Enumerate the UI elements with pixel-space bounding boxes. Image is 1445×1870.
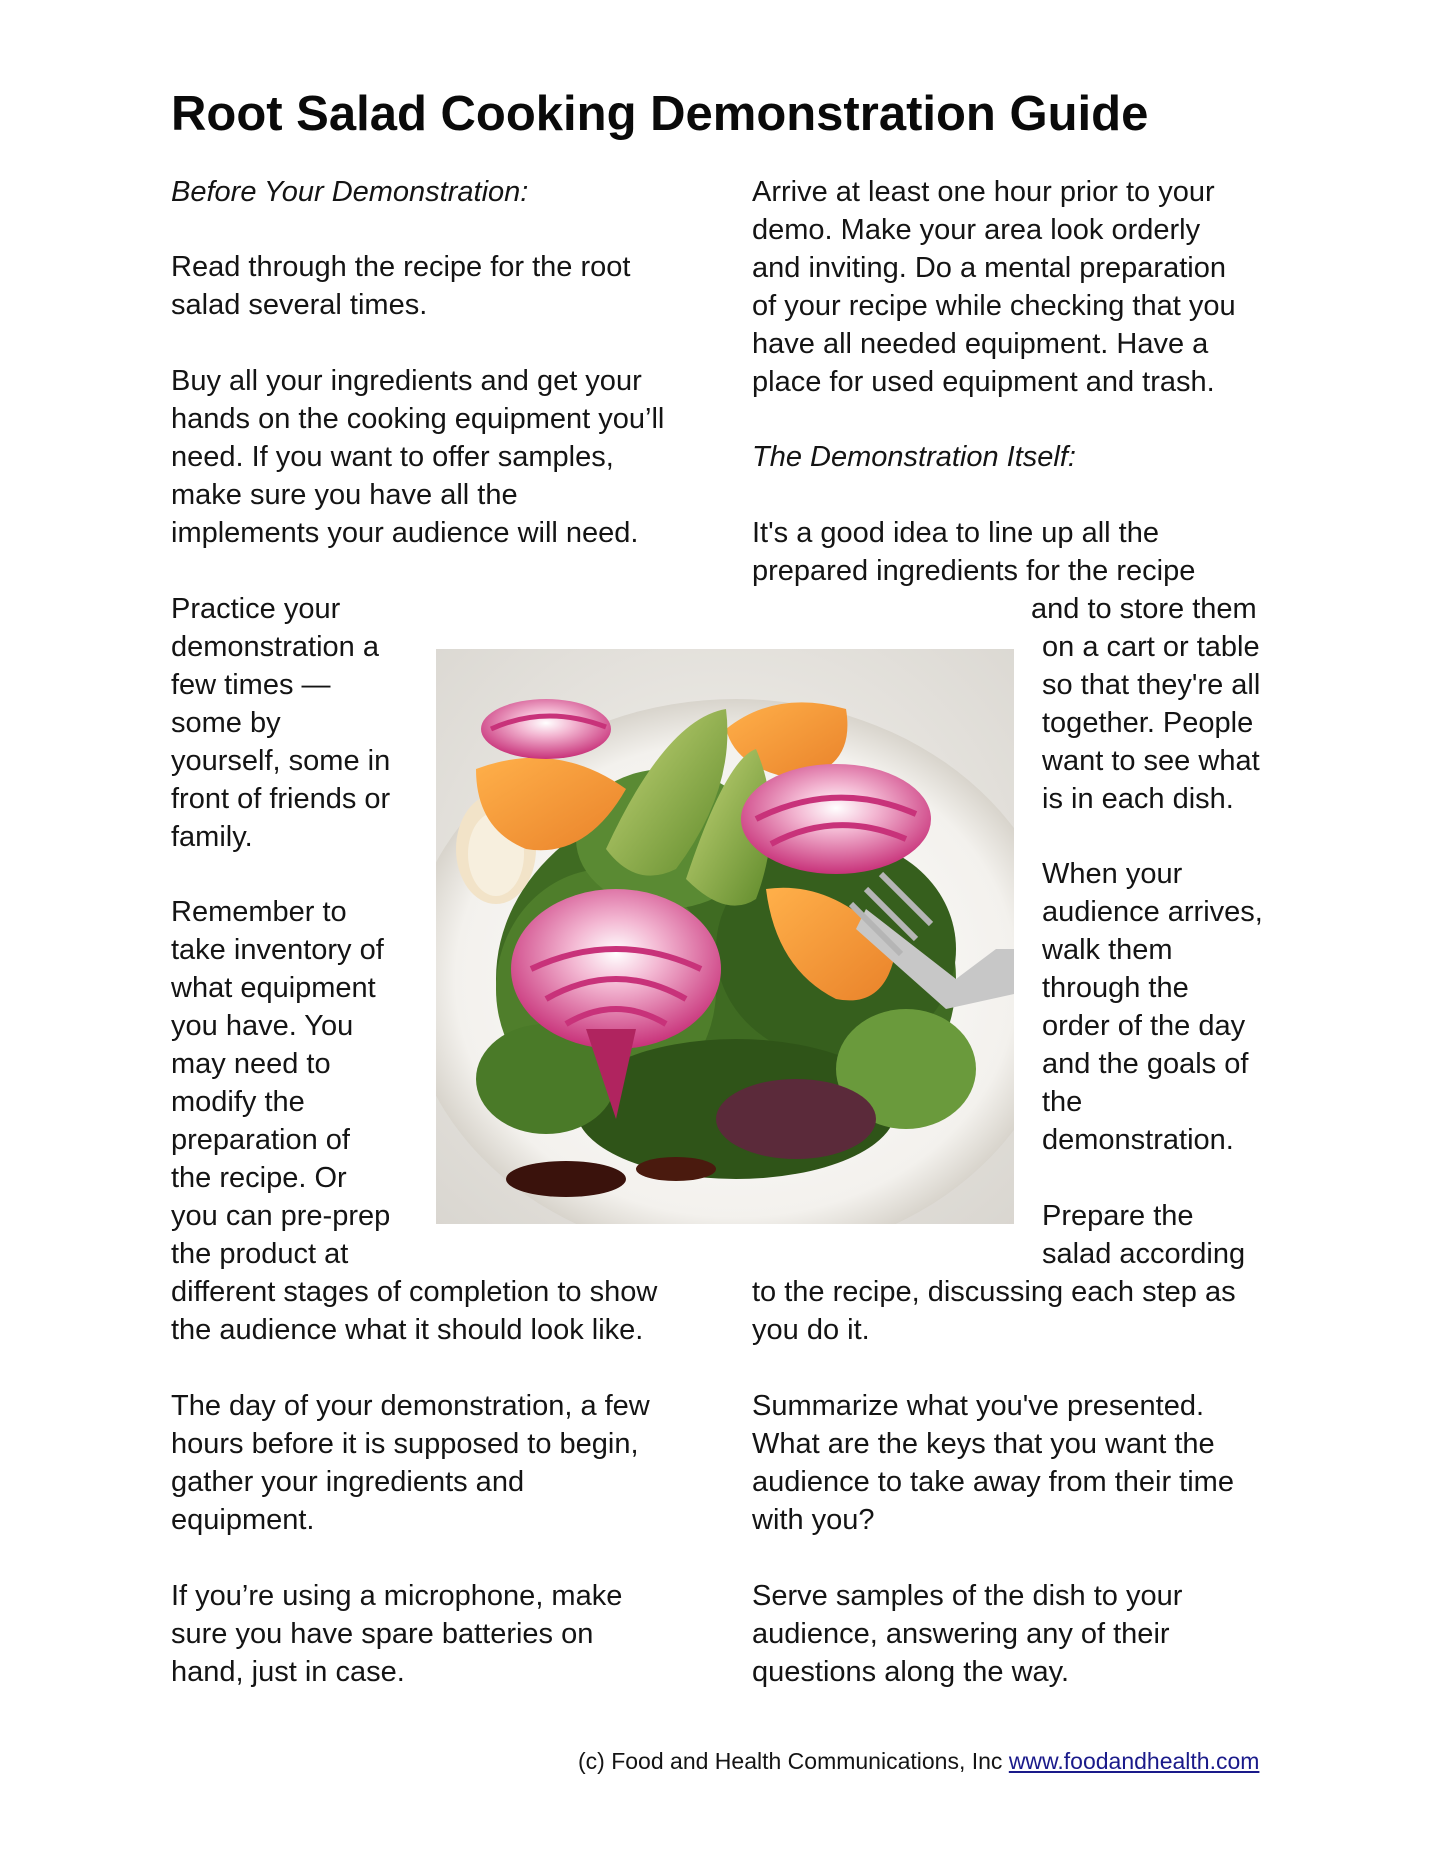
text-line: have all needed equipment. Have a <box>752 328 1209 360</box>
text-line: is in each dish. <box>1042 783 1234 815</box>
text-line: on a cart or table <box>1042 631 1260 663</box>
section-heading-demonstration: The Demonstration Itself: <box>752 441 1076 473</box>
text-line: Serve samples of the dish to your <box>752 1580 1183 1612</box>
text-line: The day of your demonstration, a few <box>171 1390 650 1422</box>
text-line: want to see what <box>1042 745 1260 777</box>
text-line: you have. You <box>171 1010 354 1042</box>
text-line: of your recipe while checking that you <box>752 290 1236 322</box>
text-line: you can pre-prep <box>171 1200 391 1232</box>
text-line: If you’re using a microphone, make <box>171 1580 623 1612</box>
text-line: equipment. <box>171 1504 315 1536</box>
text-line: few times — <box>171 669 331 701</box>
text-line: Practice your <box>171 593 341 625</box>
text-line: sure you have spare batteries on <box>171 1618 594 1650</box>
text-line: place for used equipment and trash. <box>752 366 1215 398</box>
text-line: front of friends or <box>171 783 391 815</box>
text-line: prepared ingredients for the recipe <box>752 555 1196 587</box>
text-line: you do it. <box>752 1314 870 1346</box>
text-line: different stages of completion to show <box>171 1276 658 1308</box>
text-line: modify the <box>171 1086 305 1118</box>
text-line: order of the day <box>1042 1010 1246 1042</box>
page-title: Root Salad Cooking Demonstration Guide <box>171 87 1149 141</box>
text-line: so that they're all <box>1042 669 1261 701</box>
text-line: Arrive at least one hour prior to your <box>752 176 1215 208</box>
text-line: take inventory of <box>171 934 384 966</box>
text-line: hours before it is supposed to begin, <box>171 1428 639 1460</box>
text-line: When your <box>1042 858 1183 890</box>
text-line: preparation of <box>171 1124 350 1156</box>
text-line: Buy all your ingredients and get your <box>171 365 642 397</box>
text-line: Remember to <box>171 896 347 928</box>
text-line: and inviting. Do a mental preparation <box>752 252 1226 284</box>
text-line: demo. Make your area look orderly <box>752 214 1201 246</box>
text-line: What are the keys that you want the <box>752 1428 1215 1460</box>
text-line: demonstration. <box>1042 1124 1234 1156</box>
text-line: Prepare the <box>1042 1200 1194 1232</box>
text-line: the recipe. Or <box>171 1162 347 1194</box>
text-line: family. <box>171 821 253 853</box>
text-line: hand, just in case. <box>171 1656 405 1688</box>
text-line: may need to <box>171 1048 331 1080</box>
text-line: together. People <box>1042 707 1254 739</box>
text-line: and the goals of <box>1042 1048 1249 1080</box>
text-line: with you? <box>752 1504 875 1536</box>
text-line: demonstration a <box>171 631 379 663</box>
text-line: some by <box>171 707 281 739</box>
text-line: what equipment <box>171 972 376 1004</box>
text-line: make sure you have all the <box>171 479 518 511</box>
footer-copyright: (c) Food and Health Communications, Inc <box>578 1748 1003 1774</box>
text-line: audience arrives, <box>1042 896 1263 928</box>
text-line: gather your ingredients and <box>171 1466 525 1498</box>
section-heading-before: Before Your Demonstration: <box>171 176 529 208</box>
text-line: to the recipe, discussing each step as <box>752 1276 1236 1308</box>
footer-website-link[interactable]: www.foodandhealth.com <box>1008 1748 1260 1774</box>
text-line: implements your audience will need. <box>171 517 639 549</box>
text-line: Summarize what you've presented. <box>752 1390 1205 1422</box>
footer <box>578 1746 1259 1776</box>
text-line: It's a good idea to line up all the <box>752 517 1159 549</box>
text-line: and to store them <box>1031 593 1257 625</box>
text-line: need. If you want to offer samples, <box>171 441 614 473</box>
text-line: audience to take away from their time <box>752 1466 1234 1498</box>
text-line: salad according <box>1042 1238 1246 1270</box>
text-line: the product at <box>171 1238 349 1270</box>
text-line: walk them <box>1042 934 1173 966</box>
text-line: through the <box>1042 972 1189 1004</box>
text-line: audience, answering any of their <box>752 1618 1170 1650</box>
text-line: the audience what it should look like. <box>171 1314 644 1346</box>
text-line: the <box>1042 1086 1083 1118</box>
text-line: yourself, some in <box>171 745 391 777</box>
salad-photo <box>436 649 1014 1224</box>
text-line: Read through the recipe for the root <box>171 251 631 283</box>
text-line: hands on the cooking equipment you’ll <box>171 403 665 435</box>
text-line: salad several times. <box>171 289 428 321</box>
text-line: questions along the way. <box>752 1656 1070 1688</box>
